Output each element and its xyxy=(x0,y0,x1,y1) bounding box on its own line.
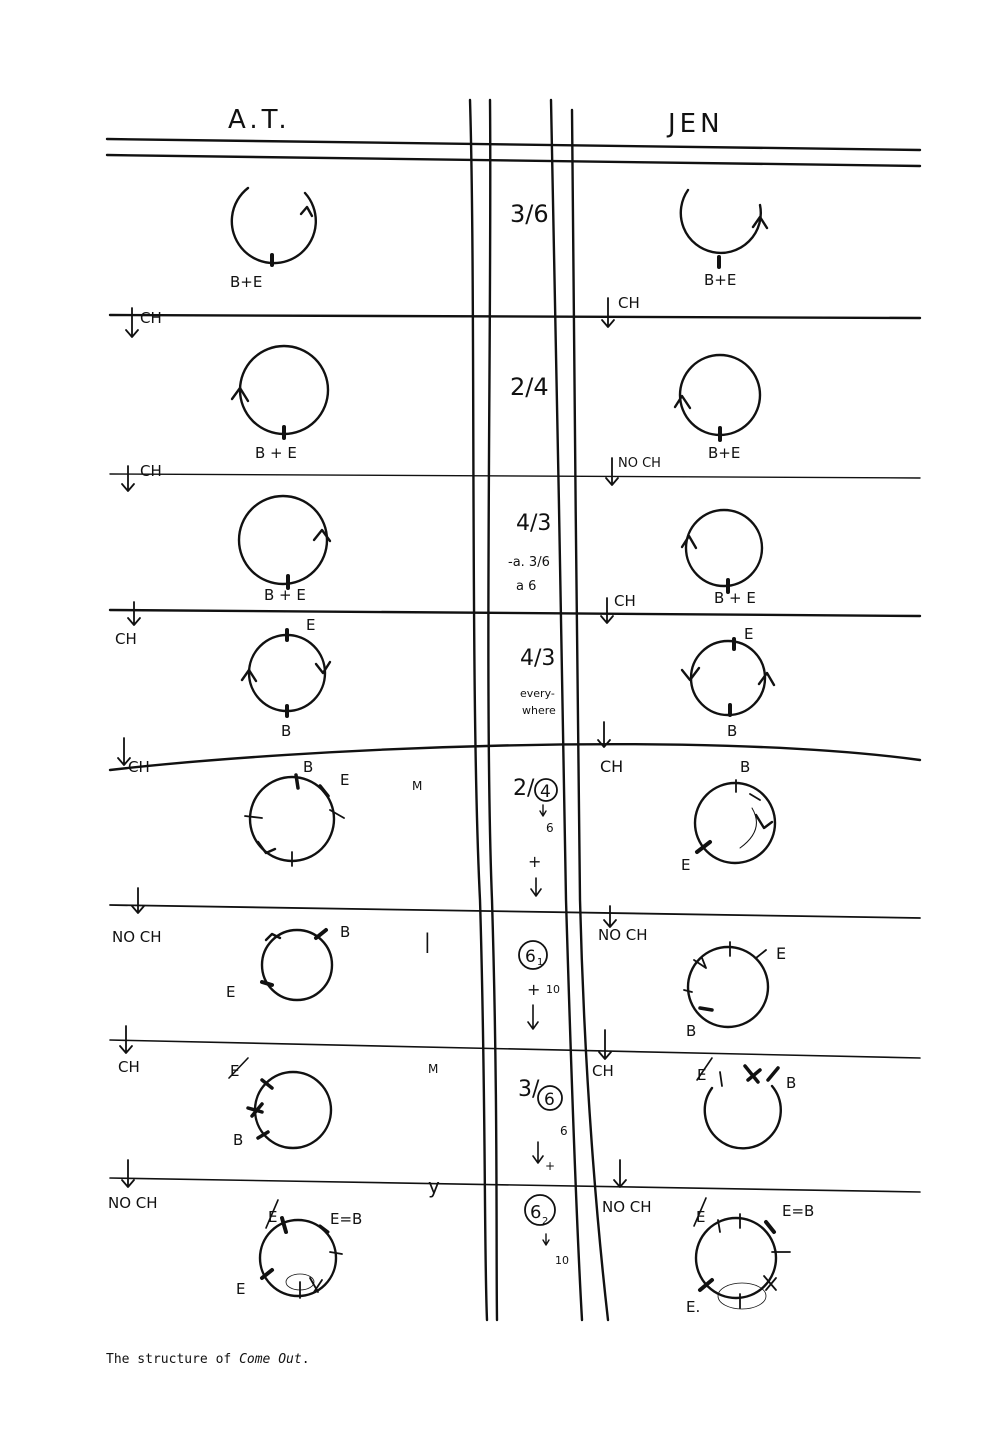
row-7-right-label-e: E xyxy=(697,1066,707,1084)
row-4-left-arrow xyxy=(118,738,130,765)
row-2-right-transition: NO CH xyxy=(618,456,661,471)
row-3-center-note-1: -a. 3/6 xyxy=(508,555,550,570)
row-4-center-note-2: where xyxy=(522,704,556,717)
row-7-left-label-b: B xyxy=(233,1131,244,1149)
caption-title: Come Out xyxy=(239,1352,302,1367)
row-3-left-arrow xyxy=(128,602,140,625)
row-3-right-transition: CH xyxy=(614,592,636,610)
row-4-right-arrow xyxy=(598,722,610,747)
row-6-center-subscript: 1 xyxy=(537,957,544,968)
row-1-left-arrow xyxy=(126,308,138,337)
row-7-left-label-e: E xyxy=(230,1062,240,1080)
row-7-center-arrow xyxy=(533,1142,543,1163)
row-6-right-label-e: E xyxy=(776,944,787,963)
row-7-left-arrow xyxy=(122,1160,134,1187)
row-3-left-circle xyxy=(239,496,330,588)
row-5-margin-mark: M xyxy=(412,779,423,793)
row-3-left-label: B + E xyxy=(264,586,306,604)
row-6-center-plus: + xyxy=(527,980,541,999)
row-5-right-label-e: E xyxy=(681,856,691,874)
row-4-right-label-e: E xyxy=(744,625,754,643)
row-8-left-label-e: E xyxy=(236,1280,246,1298)
header-right: JEN xyxy=(668,109,724,139)
row-6-center-circled: 6 xyxy=(525,947,536,967)
row-1-left-label: B+E xyxy=(230,273,263,291)
row-8-margin-mark: y xyxy=(428,1174,440,1198)
row-8-center-next: 10 xyxy=(555,1254,569,1267)
row-4-center-ratio: 4/3 xyxy=(520,646,556,671)
figure-caption xyxy=(106,1352,310,1367)
row-8-left-label-eb: E=B xyxy=(330,1210,363,1228)
row-1-right-arrow xyxy=(602,298,614,327)
row-2-left-arrow xyxy=(122,466,134,491)
caption-suffix: . xyxy=(301,1352,310,1367)
row-8-right-circle xyxy=(696,1214,790,1309)
row-7-center-ratio-top: 3/ xyxy=(518,1077,540,1102)
row-8-center-arrow xyxy=(543,1234,549,1245)
row-4-left-transition: CH xyxy=(128,758,150,776)
row-5-center-arrow-1 xyxy=(540,805,546,816)
row-5-center-arrow-2 xyxy=(531,878,541,896)
row-2-right-arrow xyxy=(606,458,618,485)
row-6-left-label-e: E xyxy=(226,983,236,1001)
row-dividers xyxy=(107,139,920,1192)
row-2-right-label: B+E xyxy=(708,444,741,462)
row-5-left-transition: NO CH xyxy=(112,928,162,946)
row-4-center-note-1: every- xyxy=(520,687,555,700)
row-5-right-transition: NO CH xyxy=(598,926,648,944)
row-6-left-label-b: B xyxy=(340,923,351,941)
row-2-center-ratio: 2/4 xyxy=(510,373,549,401)
row-5-center-circled: 4 xyxy=(540,782,551,802)
row-6-right-transition: CH xyxy=(592,1062,614,1080)
row-8-right-label-eb: E=B xyxy=(782,1202,815,1220)
row-4-left-label-b: B xyxy=(281,722,292,740)
row-7-right-label-b: B xyxy=(786,1074,797,1092)
row-1-center-ratio: 3/6 xyxy=(510,200,549,228)
row-7-center-plus: + xyxy=(545,1159,556,1173)
row-5-center-next: 6 xyxy=(546,821,554,835)
row-7-right-arrow xyxy=(614,1160,626,1187)
header-left: A.T. xyxy=(228,105,291,135)
row-4-left-circle xyxy=(242,630,330,716)
row-3-right-label: B + E xyxy=(714,589,756,607)
row-5-right-arrow xyxy=(604,906,616,927)
row-5-right-circle xyxy=(695,780,775,863)
row-5-left-arrow xyxy=(132,888,144,913)
row-6-left-transition: CH xyxy=(118,1058,140,1076)
row-4-right-transition: CH xyxy=(600,757,624,776)
row-6-right-circle xyxy=(684,942,768,1027)
row-7-left-transition: NO CH xyxy=(108,1194,158,1212)
row-5-left-label-b: B xyxy=(303,758,314,776)
row-6-center-next: 10 xyxy=(546,983,560,996)
row-7-left-circle xyxy=(248,1072,331,1148)
row-5-left-circle xyxy=(245,775,344,866)
row-5-center-ratio-top: 2/ xyxy=(513,776,535,801)
row-2-right-circle xyxy=(675,355,760,440)
row-2-left-label: B + E xyxy=(255,444,297,462)
row-8-left-label-e-struck: E xyxy=(268,1208,278,1226)
row-8-center-subscript: 2 xyxy=(542,1216,549,1227)
row-3-right-arrow xyxy=(601,598,613,623)
row-8-center-circled: 6 xyxy=(530,1202,542,1223)
row-3-center-note-2: a 6 xyxy=(516,579,537,594)
row-8-right-label-e: E. xyxy=(686,1298,701,1316)
row-8-right-label-e-struck: E xyxy=(696,1208,706,1226)
row-4-right-circle xyxy=(682,639,774,715)
row-3-right-circle xyxy=(682,510,762,592)
row-6-right-arrow xyxy=(599,1030,611,1059)
row-3-center-ratio: 4/3 xyxy=(516,511,552,536)
row-2-left-transition: CH xyxy=(140,462,162,480)
row-3-left-transition: CH xyxy=(115,630,137,648)
row-1-left-circle xyxy=(232,188,316,265)
row-5-left-label-e: E xyxy=(340,771,350,789)
row-6-left-circle xyxy=(262,930,332,1000)
row-1-right-label: B+E xyxy=(704,271,737,289)
row-1-left-transition: CH xyxy=(140,309,162,327)
row-2-left-circle xyxy=(232,346,328,438)
row-1-right-transition: CH xyxy=(618,294,640,312)
row-5-center-plus: + xyxy=(528,852,542,871)
row-6-center-arrow xyxy=(528,1005,538,1029)
center-channel-line-2 xyxy=(488,100,497,1320)
caption-prefix: The structure of xyxy=(106,1352,240,1367)
row-8-left-circle xyxy=(260,1218,342,1298)
row-4-left-label-e: E xyxy=(306,616,316,634)
center-channel-line-4 xyxy=(572,110,608,1320)
row-7-center-circled: 6 xyxy=(544,1090,555,1110)
row-6-margin-mark: | xyxy=(424,929,431,953)
row-4-right-label-b: B xyxy=(727,722,738,740)
row-7-right-transition: NO CH xyxy=(602,1198,652,1216)
center-channel-line-1 xyxy=(470,100,487,1320)
row-7-center-next: 6 xyxy=(560,1124,568,1138)
row-6-right-label-b: B xyxy=(686,1022,697,1040)
row-5-right-label-b: B xyxy=(740,758,751,776)
row-7-margin-mark: M xyxy=(428,1062,439,1076)
row-7-right-circle xyxy=(705,1066,781,1148)
row-1-right-circle xyxy=(681,190,767,267)
